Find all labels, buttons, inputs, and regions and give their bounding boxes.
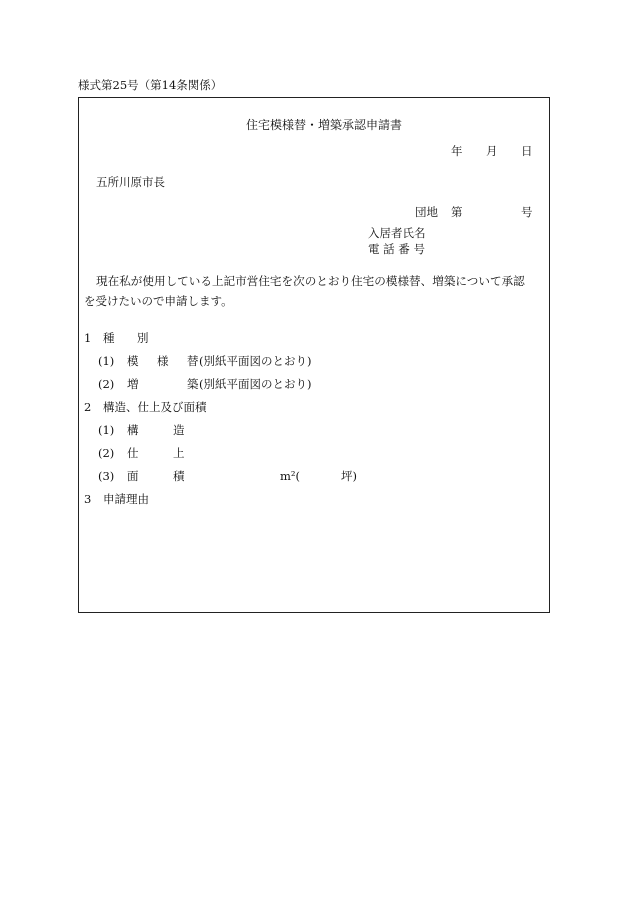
section-2-number: 2 <box>84 400 92 414</box>
applicant-phone-label: 電 話 番 号 <box>368 242 425 256</box>
body-text-line-2: を受けたいので申請します。 <box>84 294 233 308</box>
item-2-1-number: (1) <box>98 423 115 437</box>
item-1-1-note: (別紙平面図のとおり) <box>199 354 312 368</box>
item-2-3-char-3: 積 <box>173 469 185 483</box>
estate-suffix: 号 <box>521 205 533 219</box>
date-month: 月 <box>486 144 498 158</box>
applicant-name-label: 入居者氏名 <box>368 226 426 240</box>
section-3-number: 3 <box>84 492 92 506</box>
form-reference: 様式第25号（第14条関係） <box>78 78 223 92</box>
date-day: 日 <box>521 144 533 158</box>
item-1-1-char-1: 模 <box>127 354 139 368</box>
estate-prefix: 第 <box>451 205 463 219</box>
area-unit-square-meters: m²( <box>280 469 301 483</box>
date-year: 年 <box>451 144 463 158</box>
estate-label: 団地 <box>415 205 438 219</box>
item-2-1-char-1: 構 <box>127 423 139 437</box>
item-1-2-number: (2) <box>98 377 115 391</box>
item-2-2-number: (2) <box>98 446 115 460</box>
section-2-label: 構造、仕上及び面積 <box>103 400 207 414</box>
addressee: 五所川原市長 <box>96 175 165 189</box>
item-1-2-char-3: 築 <box>187 377 199 391</box>
section-1-label-a: 種 <box>103 331 115 345</box>
form-title: 住宅模様替・増築承認申請書 <box>246 118 403 132</box>
item-2-3-number: (3) <box>98 469 115 483</box>
area-unit-tsubo: 坪) <box>341 469 357 483</box>
section-1-label-b: 別 <box>137 331 149 345</box>
item-2-3-char-1: 面 <box>127 469 139 483</box>
item-1-1-char-3: 替 <box>187 354 199 368</box>
item-1-2-note: (別紙平面図のとおり) <box>199 377 312 391</box>
section-3-label: 申請理由 <box>103 492 149 506</box>
item-1-1-number: (1) <box>98 354 115 368</box>
section-1-number: 1 <box>84 331 92 345</box>
item-2-2-char-1: 仕 <box>127 446 139 460</box>
body-text-line-1: 現在私が使用している上記市営住宅を次のとおり住宅の模様替、増築について承認 <box>96 274 525 288</box>
item-1-2-char-1: 増 <box>127 377 139 391</box>
item-2-2-char-3: 上 <box>173 446 185 460</box>
item-1-1-char-2: 様 <box>157 354 169 368</box>
item-2-1-char-3: 造 <box>173 423 185 437</box>
